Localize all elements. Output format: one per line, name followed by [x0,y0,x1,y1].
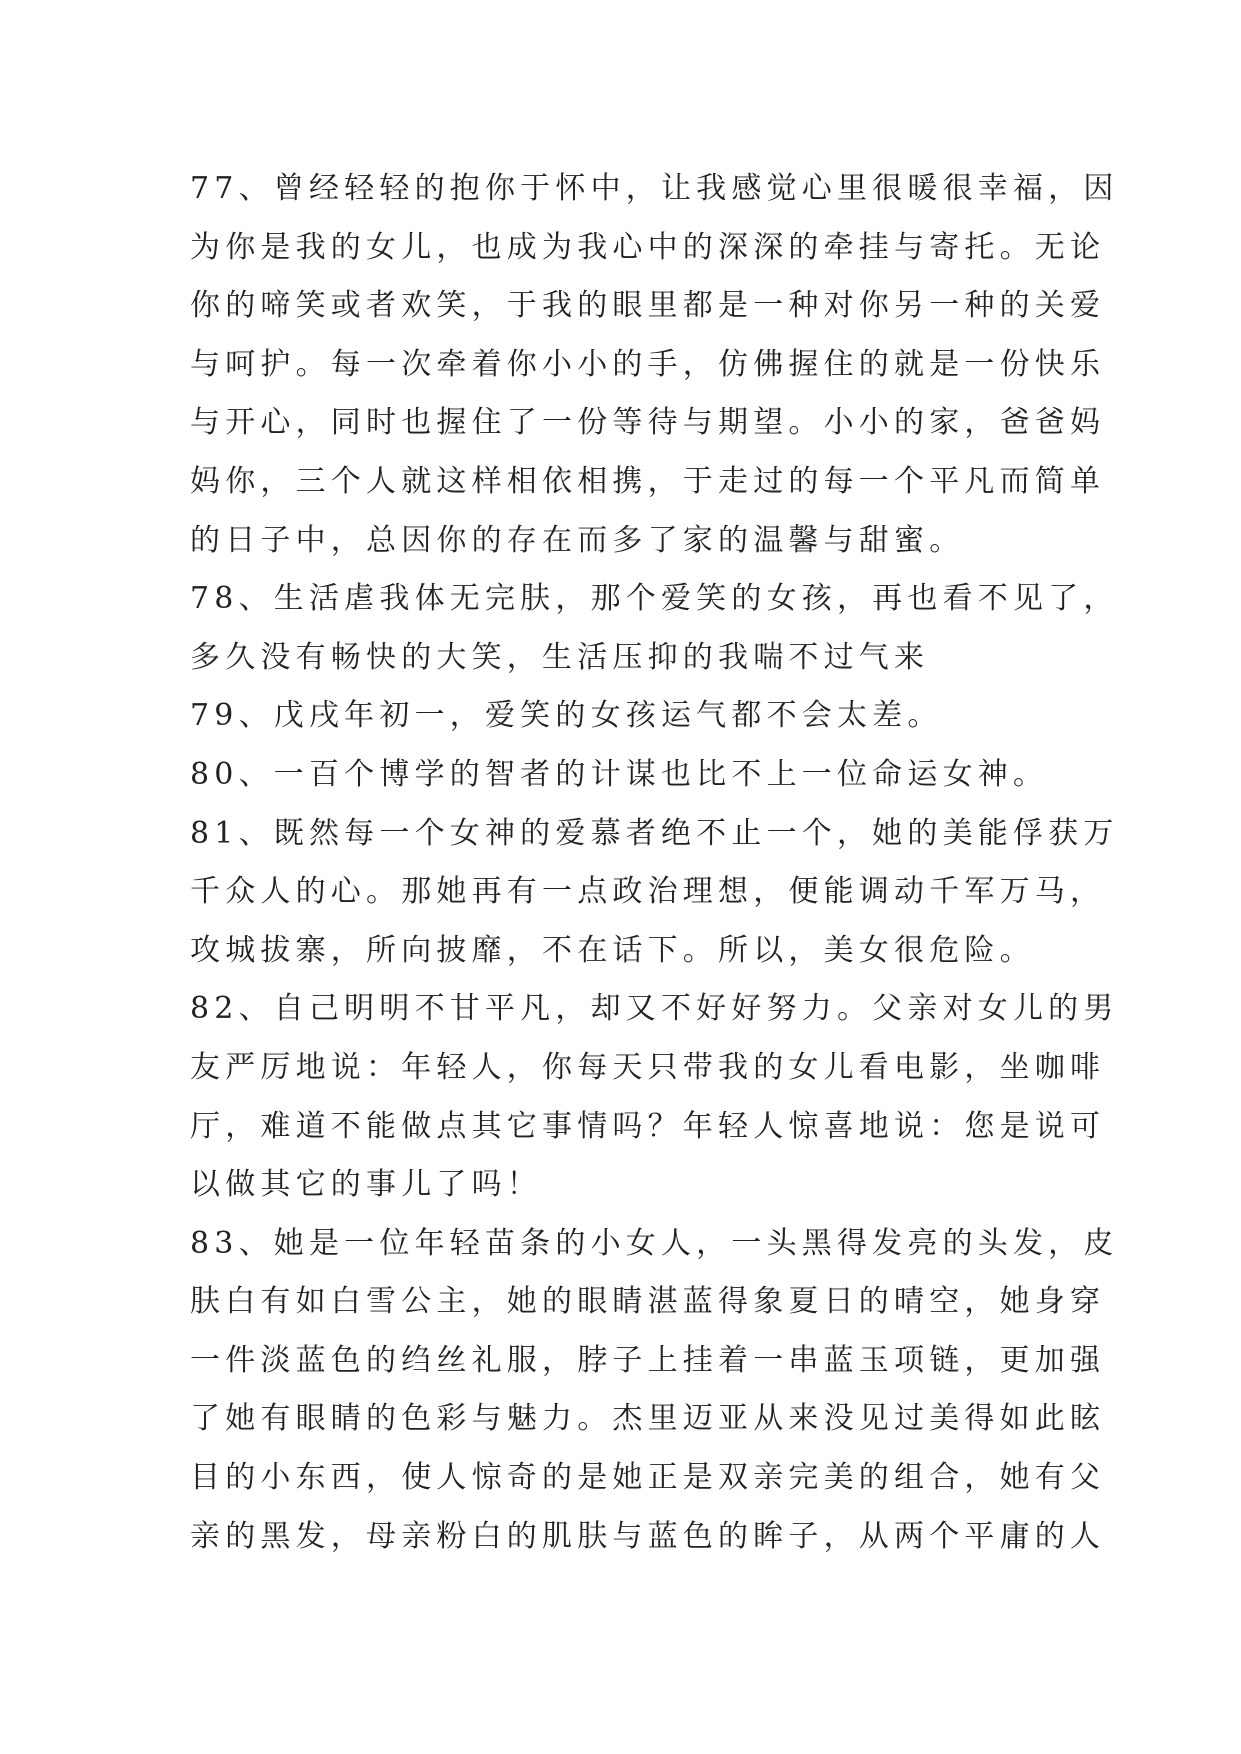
text-line: 以做其它的事儿了吗！ [190,1167,542,1203]
document-body [190,160,1119,1566]
text-line: 77、曾经轻轻的抱你于怀中，让我感觉心里很暖很幸福，因 [190,171,1119,206]
text-line: 友严厉地说：年轻人，你每天只带我的女儿看电影，坐咖啡 [190,1049,1106,1085]
text-line: 亲的黑发，母亲粉白的肌肤与蓝色的眸子，从两个平庸的人 [190,1518,1106,1554]
text-line: 79、戊戌年初一，爱笑的女孩运气都不会太差。 [190,698,943,734]
text-line: 83、她是一位年轻苗条的小女人，一头黑得发亮的头发，皮 [190,1225,1119,1261]
text-line: 肤白有如白雪公主，她的眼睛湛蓝得象夏日的晴空，她身穿 [190,1284,1106,1320]
text-line: 与呵护。每一次牵着你小小的手，仿佛握住的就是一份快乐 [190,346,1106,382]
text-line: 多久没有畅快的大笑，生活压抑的我喘不过气来 [190,639,930,675]
text-line: 与开心，同时也握住了一份等待与期望。小小的家，爸爸妈 [190,405,1106,441]
text-line: 的日子中，总因你的存在而多了家的温馨与甜蜜。 [190,522,965,558]
text-line: 78、生活虐我体无完肤，那个爱笑的女孩，再也看不见了， [190,581,1119,617]
text-line: 为你是我的女儿，也成为我心中的深深的牵挂与寄托。无论 [190,229,1106,265]
text-line: 一件淡蓝色的绉丝礼服，脖子上挂着一串蓝玉项链，更加强 [190,1342,1106,1378]
text-line: 了她有眼睛的色彩与魅力。杰里迈亚从来没见过美得如此眩 [190,1401,1106,1437]
text-line: 厅，难道不能做点其它事情吗？年轻人惊喜地说：您是说可 [190,1108,1106,1144]
text-line: 目的小东西，使人惊奇的是她正是双亲完美的组合，她有父 [190,1460,1106,1496]
text-line: 攻城拔寨，所向披靡，不在话下。所以，美女很危险。 [190,932,1035,968]
text-line: 82、自己明明不甘平凡，却又不好好努力。父亲对女儿的男 [190,991,1119,1027]
text-line: 81、既然每一个女神的爱慕者绝不止一个，她的美能俘获万 [190,815,1119,851]
text-line: 妈你，三个人就这样相依相携，于走过的每一个平凡而简单 [190,463,1106,499]
text-line: 80、一百个博学的智者的计谋也比不上一位命运女神。 [190,756,1049,792]
text-line: 你的啼笑或者欢笑，于我的眼里都是一种对你另一种的关爱 [190,288,1106,324]
text-line: 千众人的心。那她再有一点政治理想，便能调动千军万马， [190,874,1106,910]
